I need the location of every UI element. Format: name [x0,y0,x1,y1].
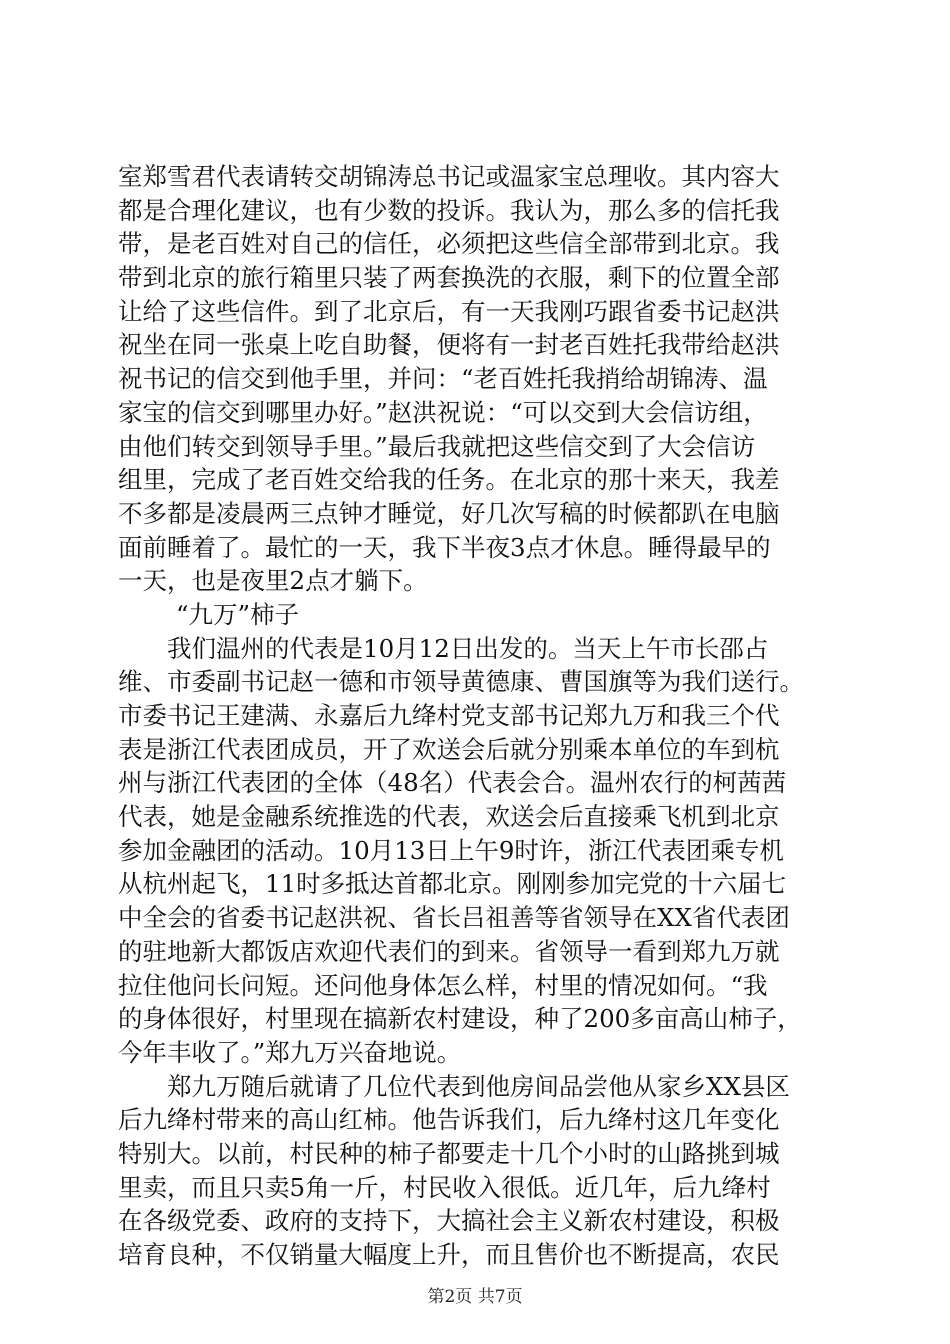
text-line: 家宝的信交到哪里办好。”赵洪祝说：“可以交到大会信访组， [118,397,768,427]
section-heading: “九万”柿子 [176,599,300,629]
text-line: 我们温州的代表是10月12日出发的。当天上午市长邵占 [118,633,769,663]
text-line: 面前睡着了。最忙的一天，我下半夜3点才休息。睡得最早的 [118,532,771,562]
text-line: 中全会的省委书记赵洪祝、省长吕祖善等省领导在XX省代表团 [118,903,790,933]
text-line: 培育良种，不仅销量大幅度上升，而且售价也不断提高，农民 [118,1240,780,1269]
text-line: 的驻地新大都饭店欢迎代表们的到来。省领导一看到郑九万就 [118,936,780,966]
text-line: 在各级党委、政府的支持下，大搞社会主义新农村建设，积极 [118,1206,780,1236]
text-line: 祝坐在同一张桌上吃自助餐，便将有一封老百姓托我带给赵洪 [118,330,780,360]
text-line: 郑九万随后就请了几位代表到他房间品尝他从家乡XX县区 [118,1071,790,1101]
text-line: 带，是老百姓对自己的信任，必须把这些信全部带到北京。我 [118,229,780,259]
text-line: 拉住他问长问短。还问他身体怎么样，村里的情况如何。“我 [118,970,768,1000]
text-line: 室郑雪君代表请转交胡锦涛总书记或温家宝总理收。其内容大 [118,162,780,191]
text-line: 的身体很好，村里现在搞新农村建设，种了200多亩高山柿子， [118,1004,802,1034]
text-line: 维、市委副书记赵一德和市领导黄德康、曹国旗等为我们送行。 [118,667,804,697]
text-line: 市委书记王建满、永嘉后九绛村党支部书记郑九万和我三个代 [118,701,780,730]
text-line: 后九绛村带来的高山红柿。他告诉我们，后九绛村这几年变化 [118,1105,780,1135]
text-line: 不多都是凌晨两三点钟才睡觉，好几次写稿的时候都趴在电脑 [118,498,780,528]
text-line: 由他们转交到领导手里。”最后我就把这些信交到了大会信访 [118,431,756,461]
text-line: 表是浙江代表团成员，开了欢送会后就分别乘本单位的车到杭 [118,734,780,764]
text-line: 让给了这些信件。到了北京后，有一天我刚巧跟省委书记赵洪 [118,296,780,326]
text-line: 从杭州起飞，11时多抵达首都北京。刚刚参加完党的十六届七 [118,869,787,899]
text-line: 今年丰收了。”郑九万兴奋地说。 [118,1037,462,1067]
text-line: 组里，完成了老百姓交给我的任务。在北京的那十来天，我差 [118,465,780,495]
text-line: 带到北京的旅行箱里只装了两套换洗的衣服，剩下的位置全部 [118,263,780,293]
text-line: 州与浙江代表团的全体（48名）代表会合。温州农行的柯茜茜 [118,768,787,798]
text-line: 参加金融团的活动。10月13日上午9时许，浙江代表团乘专机 [118,835,784,865]
body-text [118,160,838,1272]
text-line: 特别大。以前，村民种的柿子都要走十几个小时的山路挑到城 [118,1138,780,1168]
text-line: 祝书记的信交到他手里，并问：“老百姓托我捎给胡锦涛、温 [118,364,768,394]
text-line: 代表，她是金融系统推选的代表，欢送会后直接乘飞机到北京 [118,802,780,832]
text-line: 都是合理化建议，也有少数的投诉。我认为，那么多的信托我 [118,195,780,225]
text-line: 一天，也是夜里2点才躺下。 [118,566,428,596]
text-line: 里卖，而且只卖5角一斤，村民收入很低。近几年，后九绛村 [118,1172,771,1202]
page-footer: 第2页 共7页 [427,1287,523,1307]
